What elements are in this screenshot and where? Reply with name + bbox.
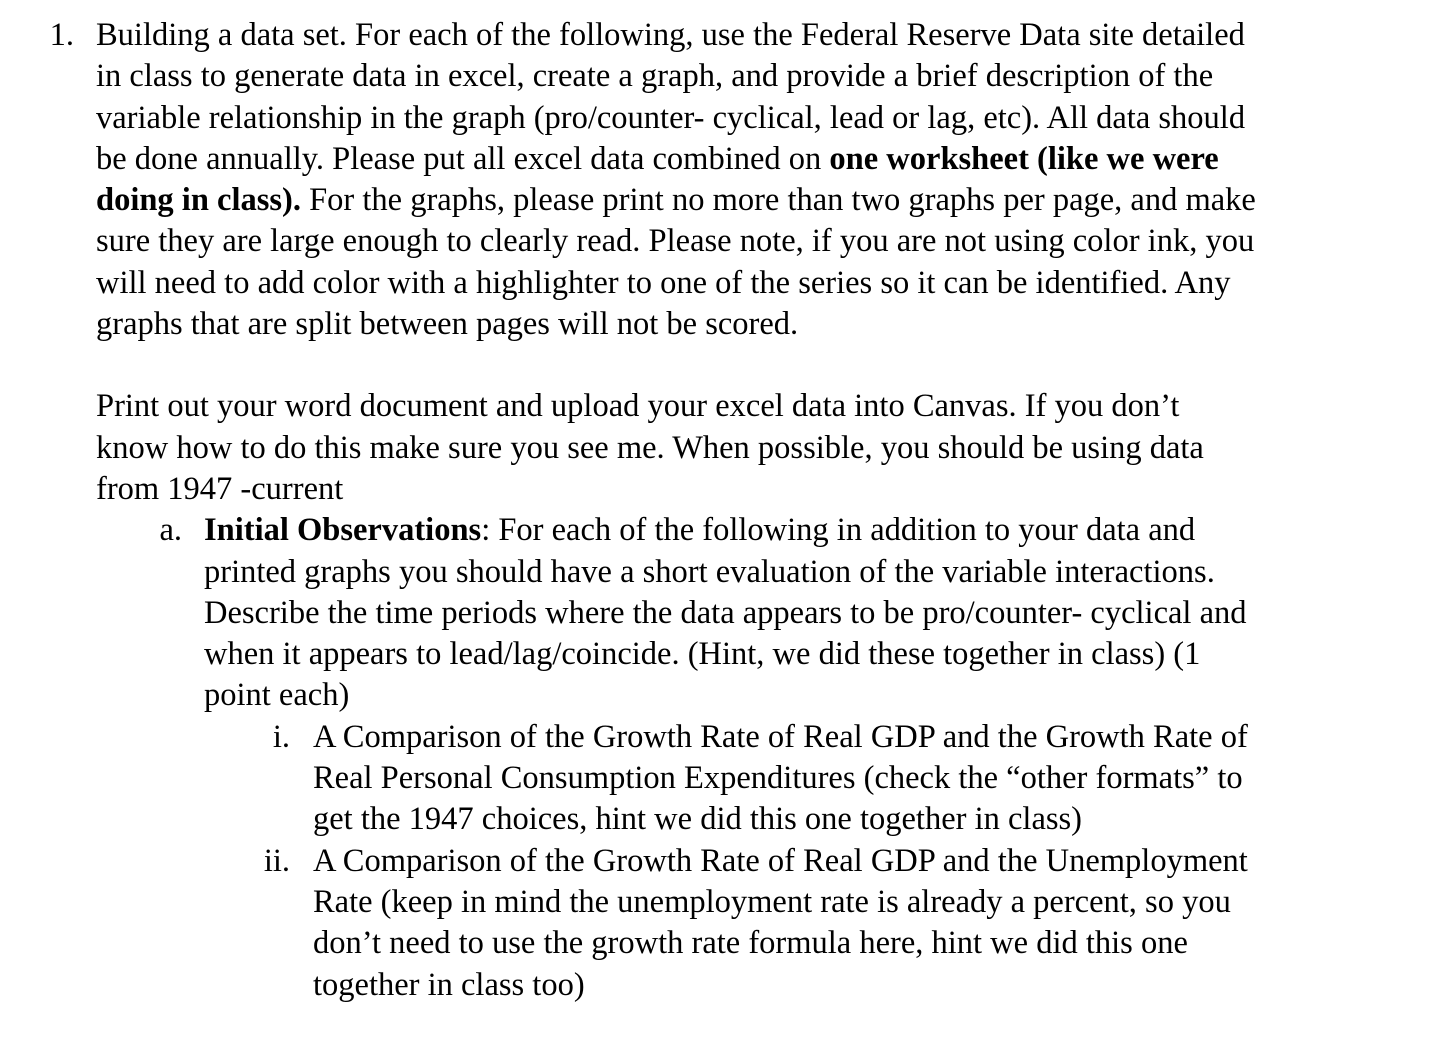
item-1-line-2: in class to generate data in excel, create a graph, and provide a brief description of the <box>96 58 1214 95</box>
para-line-3: from 1947 -current <box>96 470 344 507</box>
item-1-line-5-bold: doing in class). <box>96 182 301 219</box>
item-i-text <box>313 717 1383 841</box>
list-marker-1: 1. <box>49 17 74 53</box>
list-marker-i: i. <box>272 718 290 755</box>
item-ii-text <box>313 841 1383 1006</box>
item-1-line-6: sure they are large enough to clearly read. Please note, if you are not using color ink, you <box>96 223 1255 260</box>
item-a-line-3: Describe the time periods where the data appears to be pro/counter- cyclical and <box>204 594 1247 631</box>
item-1-line-5-normal: For the graphs, please print no more than two graphs per page, and make <box>300 182 1256 219</box>
item-1-line-8: graphs that are split between pages will not be scored. <box>96 306 799 343</box>
document-page <box>0 15 1456 1006</box>
item-a-line-5: point each) <box>204 677 350 714</box>
item-1-line-1: Building a data set. For each of the following, use the Federal Reserve Data site detailed <box>96 17 1245 53</box>
item-ii-line-1: A Comparison of the Growth Rate of Real GDP and the Unemployment <box>313 842 1248 879</box>
item-1-line-7: will need to add color with a highlighter to one of the series so it can be identified. Any <box>96 264 1231 301</box>
item-i-line-3: get the 1947 choices, hint we did this one together in class) <box>313 801 1082 838</box>
instructions-paragraph <box>96 386 1356 510</box>
item-ii-line-3: don’t need to use the growth rate formula here, hint we did this one <box>313 925 1188 962</box>
item-1-line-5 <box>96 180 1406 221</box>
paragraph-gap <box>0 345 1456 386</box>
item-a-text <box>204 510 1384 716</box>
item-a-title: Initial Observations <box>204 512 482 549</box>
list-marker-ii: ii. <box>263 842 290 879</box>
item-1-text <box>96 15 1406 345</box>
para-line-1: Print out your word document and upload your excel data into Canvas. If you don’t <box>96 388 1180 425</box>
para-line-2: know how to do this make sure you see me. When possible, you should be using data <box>96 429 1204 466</box>
item-i-line-1: A Comparison of the Growth Rate of Real GDP and the Growth Rate of <box>313 718 1248 755</box>
list-item-a <box>0 510 1456 716</box>
item-i-line-2: Real Personal Consumption Expenditures (check the “other formats” to <box>313 760 1243 797</box>
list-marker-a: a. <box>159 512 182 549</box>
item-a-line-1 <box>204 510 1384 551</box>
item-1-line-4 <box>96 139 1406 180</box>
list-item-i <box>0 717 1456 841</box>
item-a-line-1-normal: : For each of the following in addition to your data and <box>481 512 1196 549</box>
item-ii-line-4: together in class too) <box>313 966 585 1003</box>
list-item-ii <box>0 841 1456 1006</box>
item-a-line-4: when it appears to lead/lag/coincide. (Hint, we did these together in class) (1 <box>204 636 1201 673</box>
item-1-line-4-normal: be done annually. Please put all excel data combined on <box>96 140 830 177</box>
item-ii-line-2: Rate (keep in mind the unemployment rate is already a percent, so you <box>313 883 1231 920</box>
item-1-line-3: variable relationship in the graph (pro/counter- cyclical, lead or lag, etc). All data should <box>96 99 1246 136</box>
list-item-1 <box>0 15 1456 345</box>
item-a-line-2: printed graphs you should have a short evaluation of the variable interactions. <box>204 553 1215 590</box>
item-1-line-4-bold: one worksheet (like we were <box>829 140 1219 177</box>
